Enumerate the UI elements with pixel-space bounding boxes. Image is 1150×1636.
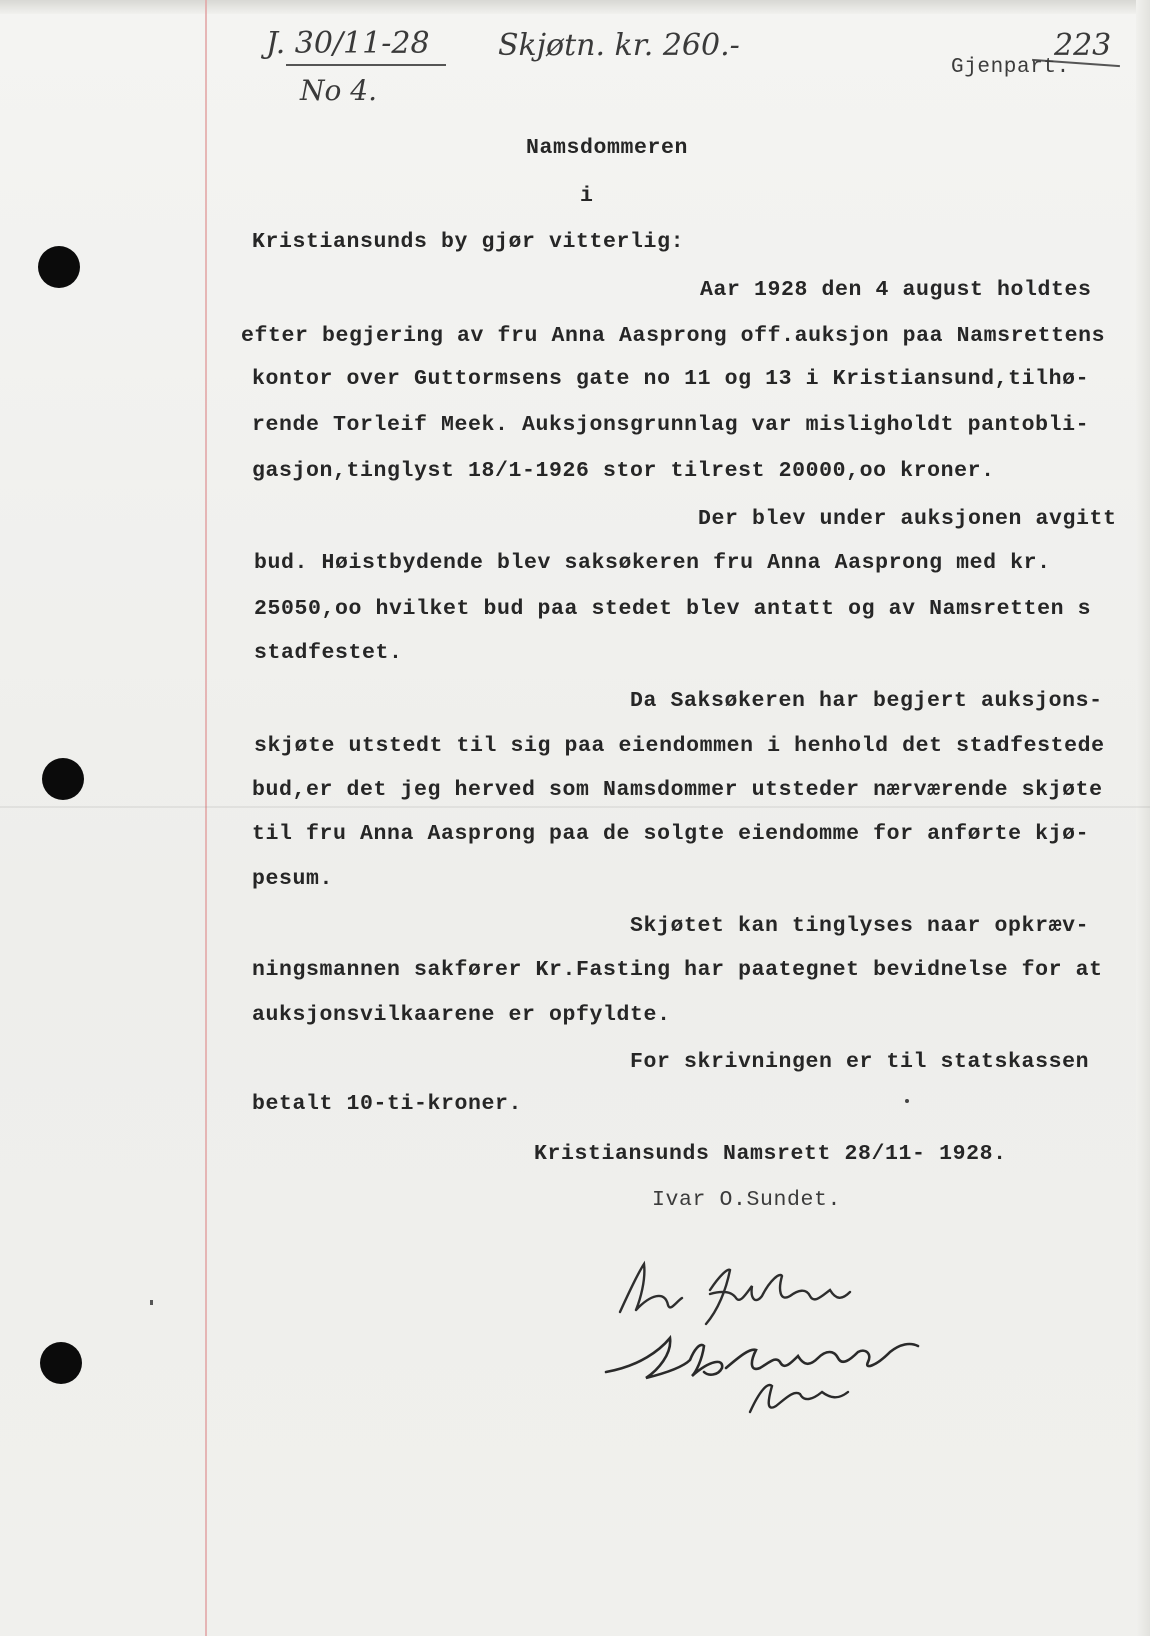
- red-margin-line: [205, 0, 207, 1636]
- page-top-edge: [0, 0, 1150, 14]
- body-line: For skrivningen er til statskassen: [630, 1050, 1090, 1074]
- body-line: pesum.: [252, 867, 334, 891]
- ink-speck: [150, 1300, 153, 1305]
- fold-crease: [0, 806, 1150, 808]
- body-line: bud. Høistbydende blev saksøkeren fru Anna Aasprong med kr.: [254, 551, 1051, 575]
- in-fidem-signature: [610, 1250, 930, 1330]
- body-line: ningsmannen sakfører Kr.Fasting har paategnet bevidnelse for at: [252, 958, 1103, 982]
- ink-speck: [905, 1099, 909, 1103]
- body-line: efter begjering av fru Anna Aasprong off.auksjon paa Namsrettens: [241, 324, 1106, 348]
- grimsmo-signature: [600, 1320, 960, 1430]
- body-line: kontor over Guttormsens gate no 11 og 13 i Kristiansund,tilhø-: [252, 367, 1090, 391]
- court-title: Namsdommeren: [526, 136, 689, 160]
- body-line: Da Saksøkeren har begjert auksjons-: [630, 689, 1103, 713]
- body-line: Aar 1928 den 4 august holdtes: [700, 278, 1092, 302]
- copy-label: Gjenpart.: [951, 56, 1070, 79]
- body-line: auksjonsvilkaarene er opfyldte.: [252, 1003, 671, 1027]
- title-declaration: Kristiansunds by gjør vitterlig:: [252, 230, 685, 254]
- body-line: 25050,oo hvilket bud paa stedet blev antatt og av Namsretten s: [254, 597, 1092, 621]
- body-line: betalt 10-ti-kroner.: [252, 1092, 523, 1116]
- handwritten-reference: Skjøtn. kr. 260.-: [498, 28, 740, 63]
- body-line: Skjøtet kan tinglyses naar opkræv-: [630, 914, 1090, 938]
- body-line: skjøte utstedt til sig paa eiendommen i henhold det stadfestede: [254, 734, 1105, 758]
- body-line: til fru Anna Aasprong paa de solgte eiendomme for anførte kjø-: [252, 822, 1090, 846]
- body-line: rende Torleif Meek. Auksjonsgrunnlag var misligholdt pantobli-: [252, 413, 1090, 437]
- body-line: stadfestet.: [254, 641, 403, 665]
- page-number: 223: [1054, 28, 1112, 63]
- place-and-date: Kristiansunds Namsrett 28/11- 1928.: [534, 1142, 1007, 1166]
- body-line: Der blev under auksjonen avgitt: [698, 507, 1117, 531]
- handwritten-number: No 4.: [300, 74, 377, 107]
- page-right-edge: [1136, 0, 1150, 1636]
- judge-name: Ivar O.Sundet.: [652, 1188, 842, 1212]
- title-preposition: i: [580, 184, 594, 208]
- punch-hole-middle: [42, 758, 84, 800]
- body-line: bud,er det jeg herved som Namsdommer utsteder nærværende skjøte: [252, 778, 1103, 802]
- date-underline: [286, 64, 446, 66]
- body-line: gasjon,tinglyst 18/1-1926 stor tilrest 20000,oo kroner.: [252, 459, 995, 483]
- punch-hole-top: [38, 246, 80, 288]
- handwritten-date: J. 30/11-28: [266, 26, 430, 61]
- punch-hole-bottom: [40, 1342, 82, 1384]
